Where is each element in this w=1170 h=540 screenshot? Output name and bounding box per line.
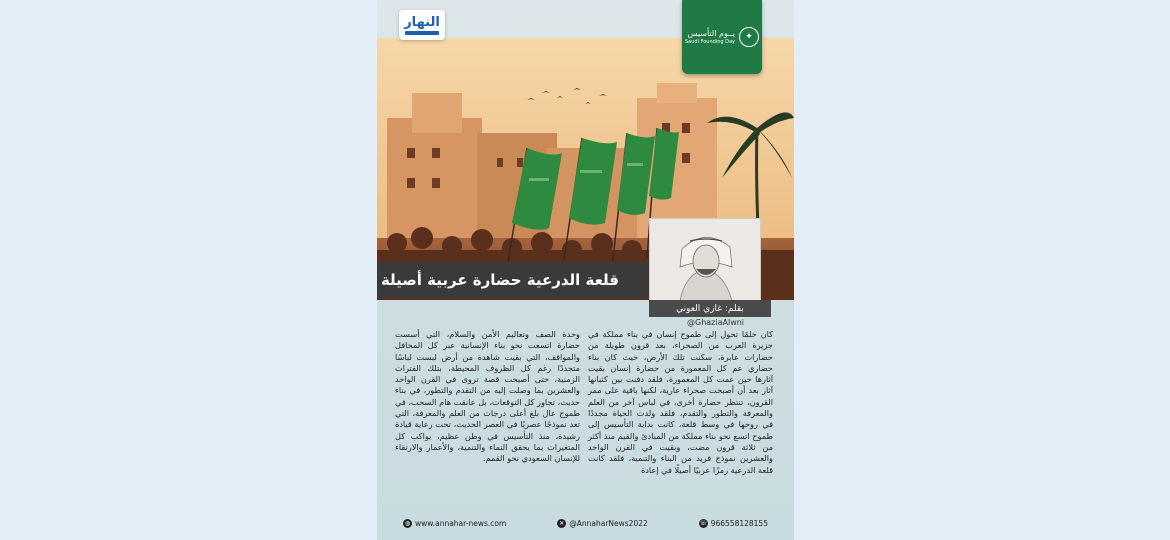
badge-english: Saudi Founding Day	[684, 38, 736, 45]
article-title: قلعة الدرعية حضارة عربية أصيلة	[380, 271, 619, 289]
article-column-right: كان حلمًا تحول إلى طموح إنسان في بناء مملكة في جزيرة العرب من الصحراء، بعد قرون طويلة من حضارات عابرة، سكنت تلك الأرض، حيث كان بناء حضاري عم كل المعمورة من حضارة إنسان بقيت آثارها حين عمت كل المعمورة، فلقد دفنت بين كثبانها آثار بعد أن أصبحت صحراء عارية، لكنها باقية على ممر القرون، تنتظر حضارة أخرى، في لباس آخر من العلم والمعرفة والتطور والتقدم، فلقد ولدت الحياة مجددًا في روحها في وسط قلعة، كانت بداية التأسيس إلى طموح اتسع نحو بناء مملكة من المبادئ والقيم منذ أكثر من ثلاثة قرون مضت، وبقيت في القرن الواحد والعشرين نموذج فريد من البناء والتنمية، فلقد كانت قلعة الدرعية رمزًا عربيًا أصيلًا في إعادة	[588, 329, 773, 475]
whatsapp-text: 966558128155	[710, 518, 768, 528]
article-column-left: وحدة الصف وتعاليم الأمن والسلام، التي أسست حضارة اتسعت نحو بناء الإنسانية عبر كل المحافل والمواقف، التي بقيت شاهدة من أرض لبست لباسًا متجددًا رغم كل الظروف المحيطة، بتلك الفترات الزمنية، حتى أصبحت قصة تروى في القرن الواحد والعشرين بما وصلت إليه من التقدم والتطور، في بناء حديث، تجاوز كل التوقعات، بل عانقت هام السحب، في طموح عال بلغ أعلى درجات من العلم والمعرفة، التي تعد نموذجًا عصريًا في العصر الحديث، تحت رعاية قيادة رشيدة، منذ التأسيس في وطن عظيم، يواكب كل المتغيرات بما يحقق النماء والتنمية، والأعمار والارتقاء للإنسان السعودي نحو القمم.	[395, 329, 580, 464]
founding-day-badge	[682, 0, 762, 74]
author-portrait-icon	[650, 219, 760, 301]
whatsapp-icon: ☏	[699, 519, 707, 527]
badge-arabic: يــوم التأسيس	[687, 28, 736, 38]
x-twitter-icon: ✕	[559, 519, 565, 527]
logo-text: النهار	[404, 14, 440, 30]
palm-emblem-icon: ✦	[739, 27, 759, 47]
twitter-text: @AnnaharNews2022	[569, 518, 648, 528]
newspaper-page	[377, 0, 794, 540]
author-byline: بقلم: غازي العوني	[649, 300, 771, 317]
footer-twitter[interactable]	[557, 519, 648, 528]
newspaper-logo	[399, 10, 445, 40]
page-footer	[377, 516, 794, 530]
author-photo	[649, 218, 761, 302]
logo-bar	[405, 31, 439, 35]
footer-website[interactable]	[403, 519, 506, 528]
website-text: www.annahar-news.com	[415, 518, 507, 528]
badge-text	[685, 29, 735, 46]
author-handle: @GhaziaAlwni	[687, 318, 745, 327]
globe-icon: ◍	[404, 519, 411, 527]
title-band	[377, 262, 649, 298]
footer-whatsapp[interactable]	[699, 519, 768, 528]
